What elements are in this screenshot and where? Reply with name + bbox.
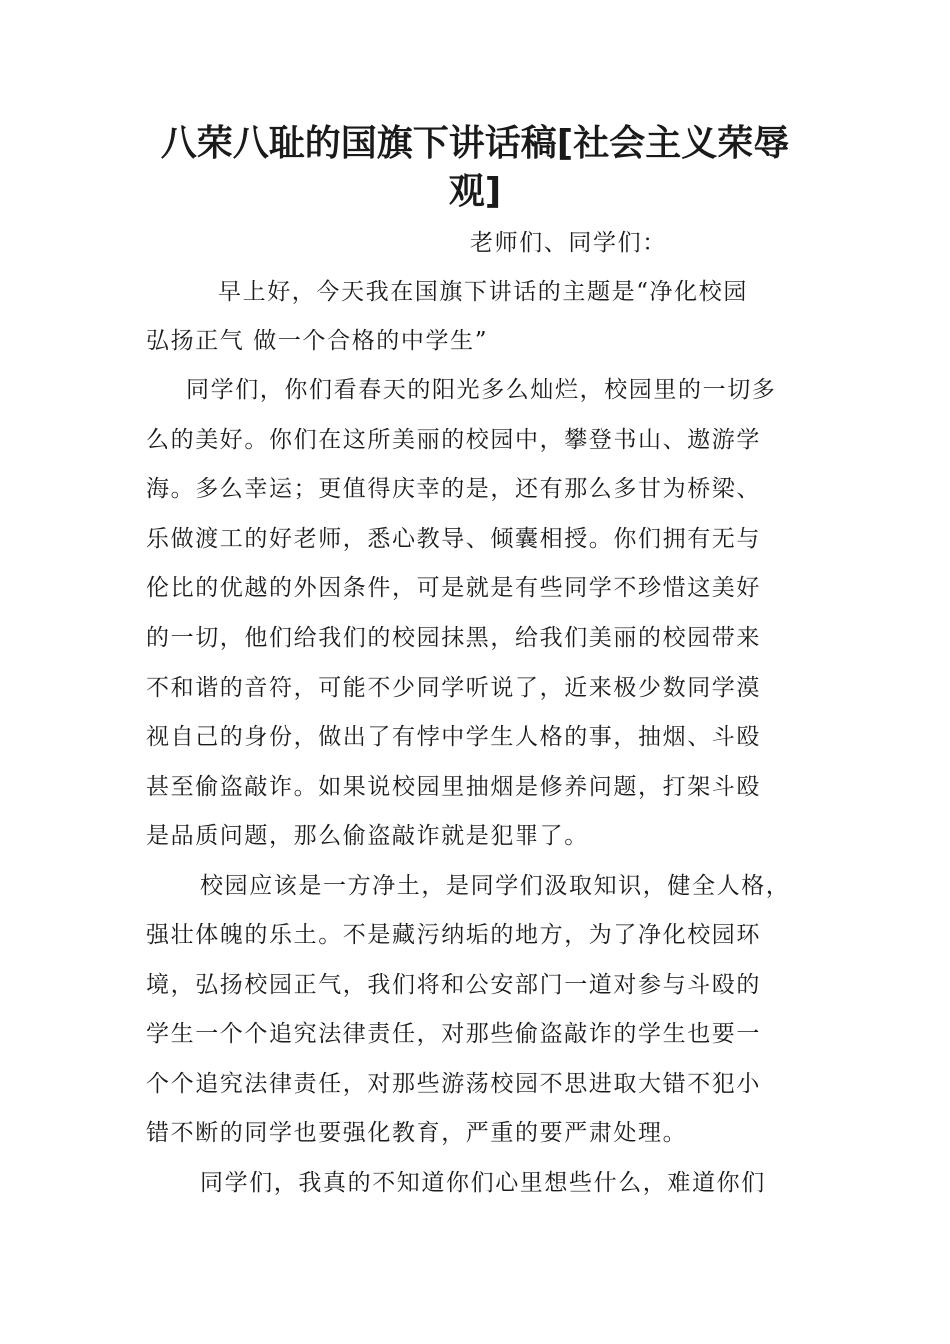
paragraph-line: 强壮体魄的乐土。不是藏污纳垢的地方，为了净化校园环 bbox=[146, 922, 761, 948]
paragraph-line: 错不断的同学也要强化教育，严重的要严肃处理。 bbox=[146, 1120, 688, 1146]
paragraph-line: 学生一个个追究法律责任，对那些偷盗敲诈的学生也要一 bbox=[146, 1021, 761, 1047]
paragraph-line: 伦比的优越的外因条件，可是就是有些同学不珍惜这美好 bbox=[146, 575, 761, 601]
salutation: 老师们、同学们： bbox=[470, 230, 667, 256]
paragraph-line: 海。多么幸运；更值得庆幸的是，还有那么多甘为桥梁、 bbox=[146, 476, 761, 502]
paragraph-line: 弘扬正气 做一个合格的中学生” bbox=[146, 328, 489, 354]
paragraph-line: 早上好，今天我在国旗下讲话的主题是“净化校园 bbox=[218, 279, 748, 305]
paragraph-line: 校园应该是一方净土，是同学们汲取知识，健全人格， bbox=[200, 873, 791, 899]
paragraph-line: 不和谐的音符，可能不少同学听说了，近来极少数同学漠 bbox=[146, 675, 761, 701]
paragraph-line: 甚至偷盗敲诈。如果说校园里抽烟是修养问题，打架斗殴 bbox=[146, 774, 761, 800]
paragraph-line: 同学们，你们看春天的阳光多么灿烂，校园里的一切多 bbox=[186, 377, 777, 403]
paragraph-line: 境，弘扬校园正气，我们将和公安部门一道对参与斗殴的 bbox=[146, 972, 761, 998]
document-title-line-1: 八荣八耻的国旗下讲话稿[社会主义荣辱 bbox=[160, 123, 790, 164]
document-title-line-2: 观] bbox=[448, 171, 502, 212]
paragraph-line: 么的美好。你们在这所美丽的校园中，攀登书山、遨游学 bbox=[146, 427, 761, 453]
paragraph-line: 个个追究法律责任，对那些游荡校园不思进取大错不犯小 bbox=[146, 1071, 761, 1097]
paragraph-line: 乐做渡工的好老师，悉心教导、倾囊相授。你们拥有无与 bbox=[146, 526, 761, 552]
paragraph-line: 视自己的身份，做出了有悖中学生人格的事，抽烟、斗殴 bbox=[146, 724, 761, 750]
paragraph-line: 是品质问题，那么偷盗敲诈就是犯罪了。 bbox=[146, 823, 589, 849]
paragraph-line: 同学们，我真的不知道你们心里想些什么，难道你们 bbox=[200, 1170, 766, 1196]
paragraph-line: 的一切，他们给我们的校园抹黑，给我们美丽的校园带来 bbox=[146, 625, 761, 651]
